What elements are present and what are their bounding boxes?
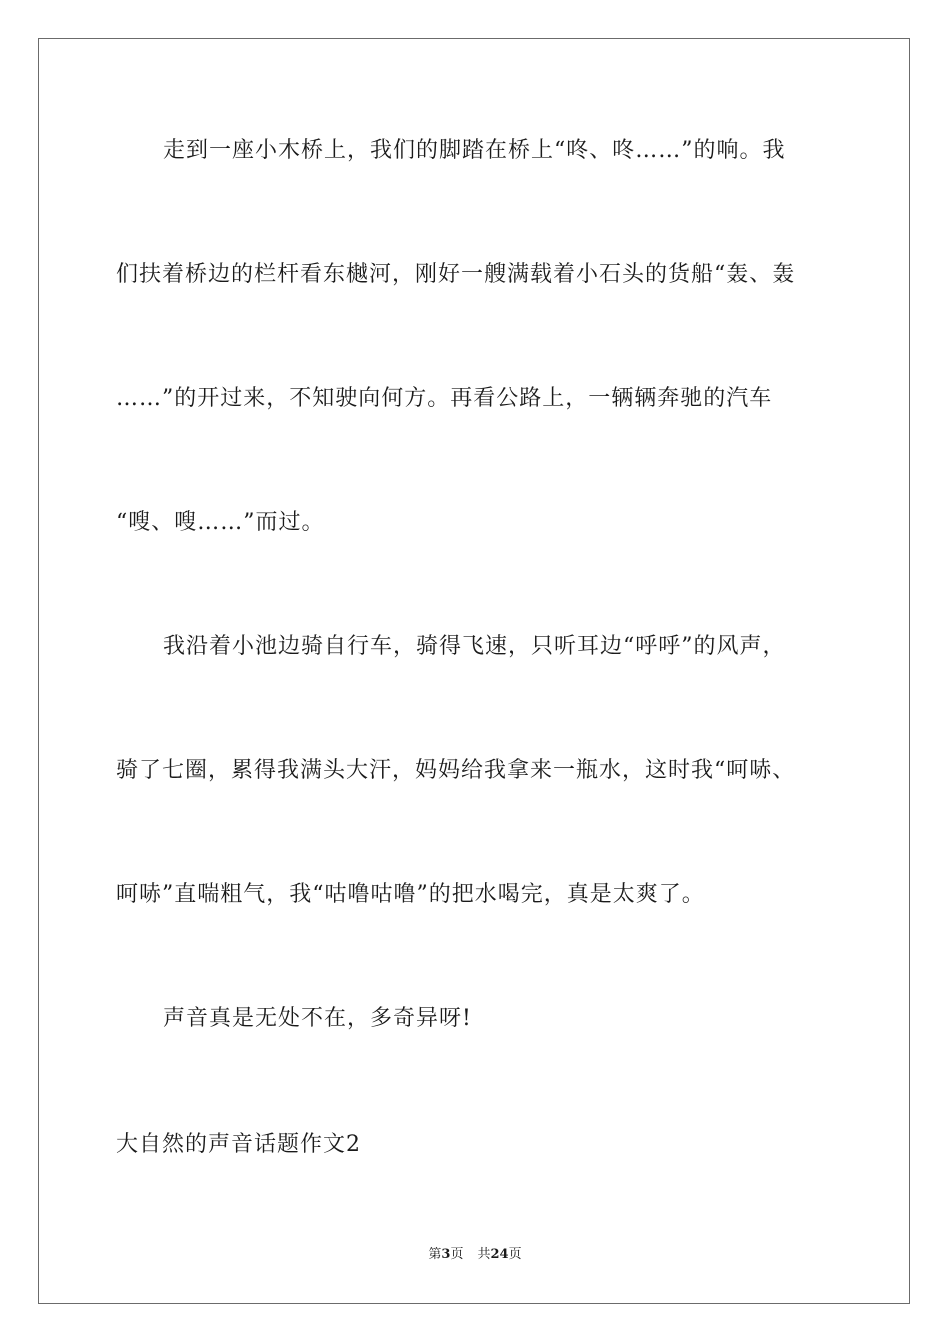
paragraph-line: 走到一座小木桥上，我们的脚踏在桥上“咚、咚……”的响。我 <box>163 138 786 163</box>
paragraph-line: 骑了七圈，累得我满头大汗，妈妈给我拿来一瓶水，这时我“呵哧、 <box>116 758 796 783</box>
total-pages: 24 <box>490 1247 509 1262</box>
section-heading: 大自然的声音话题作文2 <box>116 1132 361 1157</box>
page-border <box>38 38 910 1304</box>
paragraph-line: “嗖、嗖……”而过。 <box>116 510 325 535</box>
page-number: 3 <box>441 1247 451 1262</box>
page-prefix: 第 <box>428 1247 442 1262</box>
paragraph-line: 呵哧”直喘粗气，我“咕噜咕噜”的把水喝完，真是太爽了。 <box>116 882 705 907</box>
total-prefix: 共 <box>477 1247 491 1262</box>
page-footer <box>0 1246 950 1264</box>
paragraph-line: 我沿着小池边骑自行车，骑得飞速，只听耳边“呼呼”的风声， <box>163 634 786 659</box>
paragraph-line: 们扶着桥边的栏杆看东樾河，刚好一艘满载着小石头的货船“轰、轰 <box>116 262 796 287</box>
paragraph-line: ……”的开过来，不知驶向何方。再看公路上，一辆辆奔驰的汽车 <box>116 386 773 411</box>
page-suffix: 页 <box>450 1247 464 1262</box>
paragraph-line: 声音真是无处不在，多奇异呀! <box>163 1006 472 1031</box>
total-suffix: 页 <box>508 1247 522 1262</box>
